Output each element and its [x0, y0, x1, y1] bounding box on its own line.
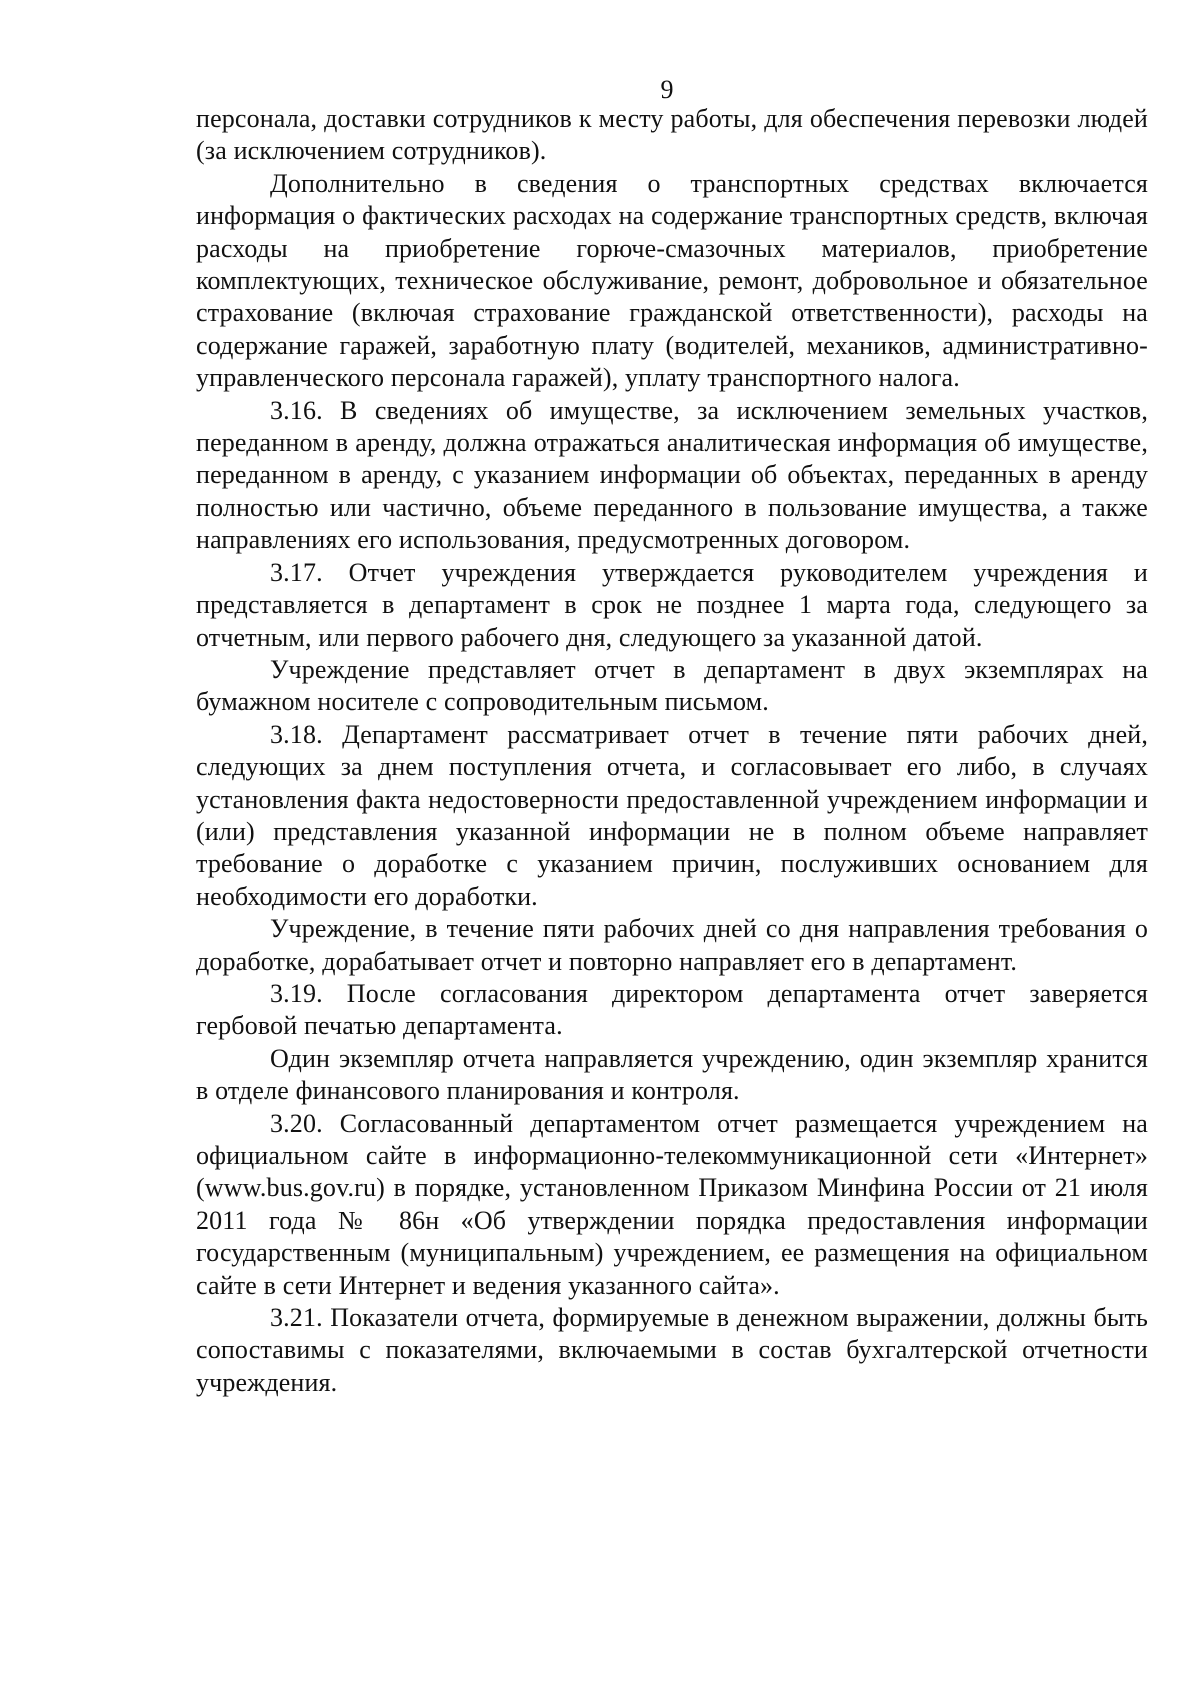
paragraph-report-copies: Учреждение представляет отчет в департамент в двух экземплярах на бумажном носителе с сопроводительным письмом.: [196, 654, 1148, 717]
paragraph-continuation: персонала, доставки сотрудников к месту работы, для обеспечения перевозки людей (за исключением сотрудников).: [196, 104, 1148, 166]
paragraph-revision: Учреждение, в течение пяти рабочих дней со дня направления требования о доработке, дорабатывает отчет и повторно направляет его в департамент.: [196, 914, 1148, 976]
document-body: [196, 103, 1148, 1399]
page-number: 9: [660, 75, 674, 104]
paragraph-3-16: 3.16. В сведениях об имуществе, за исключением земельных участков, переданном в аренду, должна отражаться аналитическая информация об имуществе, переданном в аренду, с указанием информации об объектах, переданных в аренду полностью или частично, объеме переданного в пользование имущества, а также направлениях его использования, предусмотренных договором.: [196, 395, 1148, 555]
paragraph-3-20: 3.20. Согласованный департаментом отчет размещается учреждением на официальном сайте в информационно-телекоммуникационной сети «Интернет» (www.bus.gov.ru) в порядке, установленном Приказом Минфина России от 21 июля 2011 года № 86н «Об утверждении порядка предоставления информации государственным (муниципальным) учреждением, ее размещения на официальном сайте в сети Интернет и ведения указанного сайта».: [196, 1108, 1148, 1300]
paragraph-copy-storage: Один экземпляр отчета направляется учреждению, один экземпляр хранится в отделе финансового планирования и контроля.: [196, 1043, 1148, 1106]
paragraph-3-17: 3.17. Отчет учреждения утверждается руководителем учреждения и представляется в департамент в срок не позднее 1 марта года, следующего за отчетным, или первого рабочего дня, следующего за указанной датой.: [196, 557, 1148, 652]
paragraph-vehicle-expenses: Дополнительно в сведения о транспортных средствах включается информация о фактических расходах на содержание транспортных средств, включая расходы на приобретение горюче-смазочных материалов, приобретение комплектующих, техническое обслуживание, ремонт, добровольное и обязательное страхование (включая страхование гражданской ответственности), расходы на содержание гаражей, заработную плату (водителей, механиков, административно-управленческого персонала гаражей), уплату транспортного налога.: [196, 168, 1148, 393]
paragraph-3-18: 3.18. Департамент рассматривает отчет в течение пяти рабочих дней, следующих за днем поступления отчета, и согласовывает его либо, в случаях установления факта недостоверности предоставленной учреждением информации и (или) представления указанной информации не в полном объеме направляет требование о доработке с указанием причин, послуживших основанием для необходимости его доработки.: [196, 719, 1148, 911]
paragraph-3-19: 3.19. После согласования директором департамента отчет заверяется гербовой печатью департамента.: [196, 978, 1148, 1041]
paragraph-3-21: 3.21. Показатели отчета, формируемые в денежном выражении, должны быть сопоставимы с показателями, включаемыми в состав бухгалтерской отчетности учреждения.: [196, 1303, 1148, 1397]
